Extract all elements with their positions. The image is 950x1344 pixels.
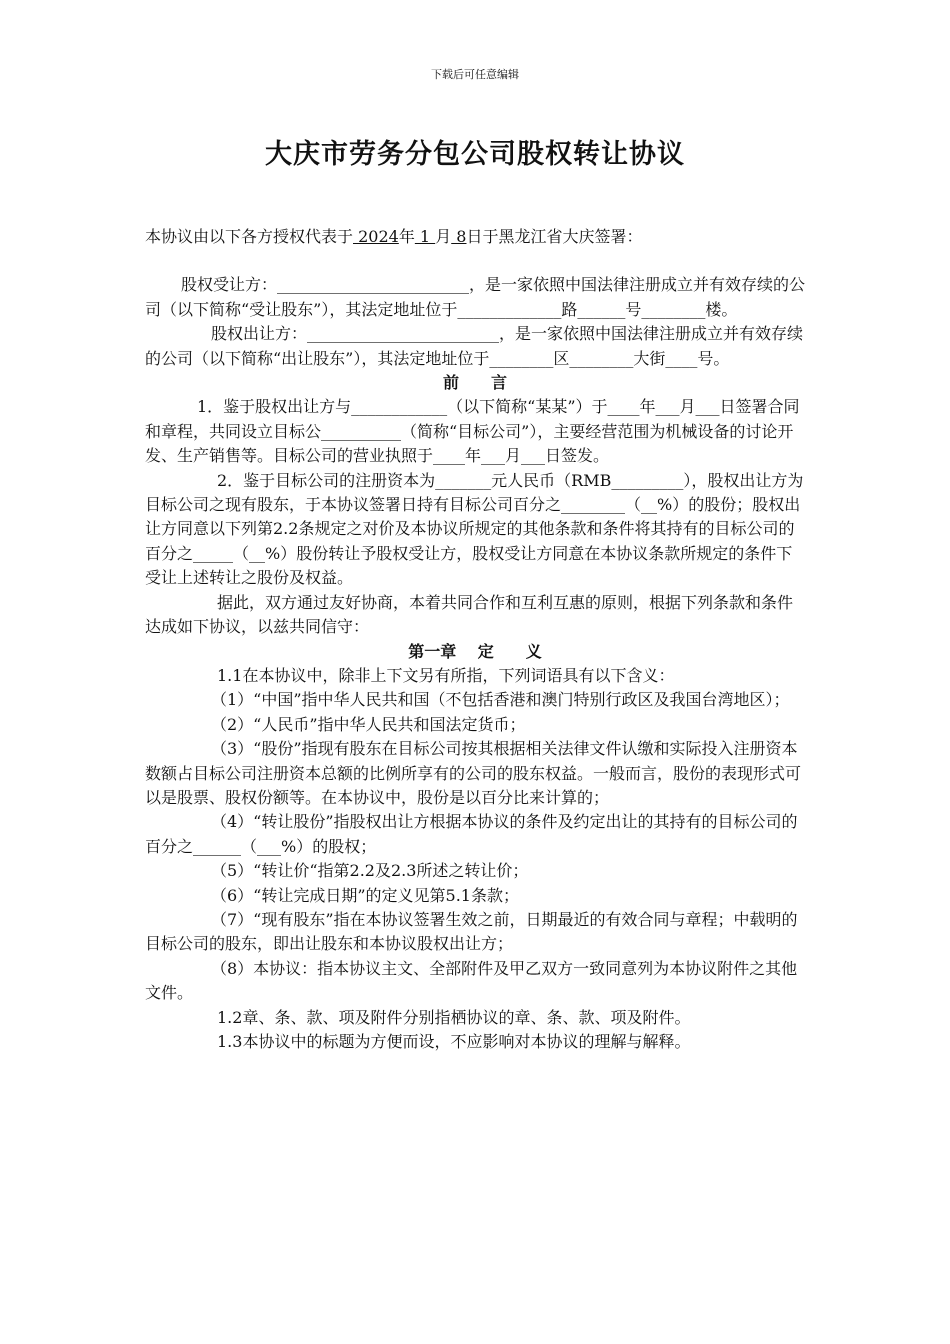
definition-item-6: （6）“转让完成日期”的定义见第5.1条款；: [211, 885, 519, 905]
document-title: 大庆市劳务分包公司股权转让协议: [265, 139, 685, 170]
party-transferee: 股权受让方：________________________，是一家依照中国法律注册成立并有效存续的公司（以下简称“受让股东”），其法定地址位于_____________路______号________楼。: [145, 275, 806, 319]
definition-item-8: （8）本协议：指本协议主文、全部附件及甲乙双方一致同意列为本协议附件之其他文件。: [145, 958, 798, 1003]
preface-item-1: 1．鉴于股权出让方与____________（以下简称“某某”）于____年___月___日签署合同和章程，共同设立目标公__________（简称“目标公司”），主要经营范围为机械设备的讨论开发、生产销售等。目标公司的营业执照于____年___月___日签发。: [145, 397, 800, 466]
definition-item-4: （4）“转让股份”指股权出让方根据本协议的条件及约定出让的其持有的目标公司的百分之______（___%）的股权；: [145, 812, 798, 856]
header-note: 下载后可任意编辑: [431, 68, 519, 81]
intro-month: 1: [414, 227, 436, 246]
definition-item-2: （2）“人民币”指中华人民共和国法定货币；: [211, 714, 526, 734]
intro-suffix: 日于黑龙江省大庆签署：: [466, 227, 643, 246]
chapter1-heading: 第一章 定 义: [408, 641, 542, 661]
document-body: [145, 225, 805, 1054]
intro-year: 2024: [353, 227, 399, 246]
intro-day: 8: [451, 227, 467, 246]
intro-line: [145, 225, 805, 249]
preface-item-2: 2．鉴于目标公司的注册资本为_______元人民币（RMB_________），股权出让方为目标公司之现有股东，于本协议签署日持有目标公司百分之________（__%）的股份；股权出让方同意以下列第2.2条规定之对价及本协议所规定的其他条款和条件将其持有的目标公司的百分之_____（__%）股份转让予股权受让方，股权受让方同意在本协议条款所规定的条件下受让上述转让之股份及权益。: [145, 470, 804, 588]
definition-item-3: （3）“股份”指现有股东在目标公司按其根据相关法律文件认缴和实际投入注册资本数额占目标公司注册资本总额的比例所享有的公司的股东权益。一般而言，股份的表现形式可以是股票、股权份额等。在本协议中，股份是以百分比来计算的；: [145, 739, 802, 807]
intro-prefix: 本协议由以下各方授权代表于: [145, 227, 354, 246]
preface-heading: 前 言: [442, 373, 507, 393]
definition-item-1: （1）“中国”指中华人民共和国（不包括香港和澳门特别行政区及我国台湾地区）；: [211, 690, 790, 710]
preface-conclusion: 据此，双方通过友好协商，本着共同合作和互利互惠的原则，根据下列条款和条件达成如下协议，以兹共同信守：: [145, 592, 794, 637]
intro-year-unit: 年: [398, 227, 415, 246]
definition-1-1: 1.1在本协议中，除非上下文另有所指，下列词语具有以下含义：: [217, 665, 675, 685]
definition-1-2: 1.2章、条、款、项及附件分别指栖协议的章、条、款、项及附件。: [217, 1007, 691, 1027]
party-transferor: 股权出让方：________________________，是一家依照中国法律注册成立并有效存续的公司（以下简称“出让股东”），其法定地址位于________区________大街____号。: [145, 324, 804, 368]
definition-item-5: （5）“转让价“指第2.2及2.3所述之转让价；: [211, 861, 529, 881]
definition-item-7: （7）“现有股东”指在本协议签署生效之前，日期最近的有效合同与章程；中载明的目标公司的股东，即出让股东和本协议股权出让方；: [145, 909, 798, 954]
intro-month-unit: 月: [435, 227, 452, 246]
definition-1-3: 1.3本协议中的标题为方便而设，不应影响对本协议的理解与解释。: [217, 1032, 691, 1051]
